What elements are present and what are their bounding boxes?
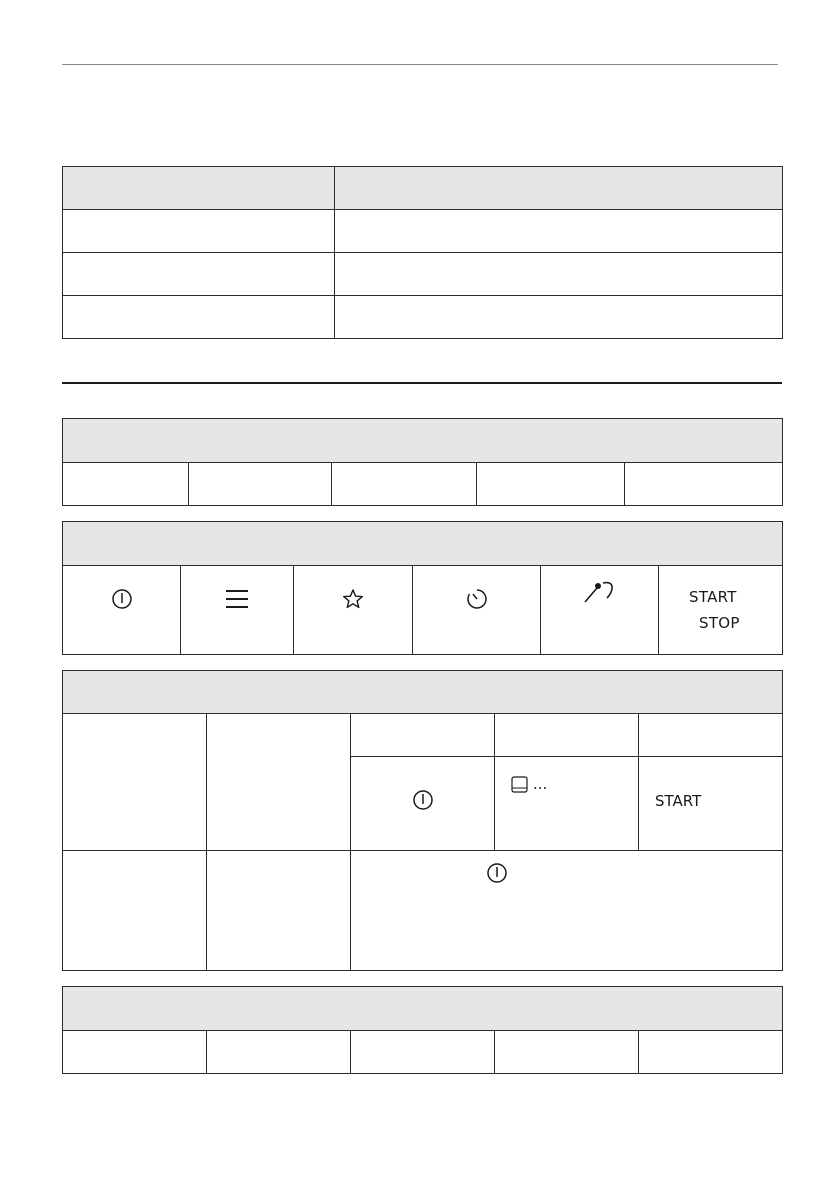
program-table-header bbox=[63, 671, 783, 714]
section-table-1 bbox=[62, 418, 783, 506]
table-cell bbox=[477, 463, 625, 506]
stop-label[interactable]: STOP bbox=[699, 614, 740, 632]
section-table-2-header bbox=[63, 987, 783, 1031]
table-cell bbox=[189, 463, 332, 506]
table-cell bbox=[335, 296, 783, 339]
table-cell bbox=[207, 714, 351, 851]
table-cell bbox=[63, 210, 335, 253]
power-icon bbox=[486, 862, 508, 884]
table-cell bbox=[335, 210, 783, 253]
info-table bbox=[62, 166, 783, 339]
table-cell bbox=[207, 851, 351, 971]
table-cell bbox=[63, 463, 189, 506]
section-table-2 bbox=[62, 986, 783, 1074]
table-cell bbox=[63, 1031, 207, 1074]
program-display-cell bbox=[495, 757, 639, 851]
table-cell bbox=[63, 851, 207, 971]
control-panel-table bbox=[62, 521, 783, 655]
table-cell bbox=[495, 714, 639, 757]
program-table bbox=[62, 670, 783, 971]
control-panel-header bbox=[63, 522, 783, 566]
oven-display-icon bbox=[511, 776, 528, 793]
power-cell bbox=[63, 566, 181, 655]
menu-cell bbox=[181, 566, 294, 655]
program-note-cell bbox=[351, 851, 783, 971]
start-label[interactable]: START bbox=[689, 588, 737, 606]
food-sensor-icon[interactable] bbox=[583, 580, 617, 604]
program-start-cell bbox=[639, 757, 783, 851]
table-cell bbox=[63, 253, 335, 296]
timer-icon[interactable] bbox=[465, 587, 489, 611]
table-cell bbox=[63, 296, 335, 339]
ellipsis-text: ... bbox=[533, 775, 548, 793]
program-power-cell bbox=[351, 757, 495, 851]
table-cell bbox=[625, 463, 783, 506]
start-stop-cell bbox=[659, 566, 783, 655]
table-cell bbox=[639, 714, 783, 757]
info-table-header-col2 bbox=[335, 167, 783, 210]
start-label[interactable]: START bbox=[655, 792, 702, 810]
favourite-cell bbox=[294, 566, 413, 655]
top-rule bbox=[62, 64, 778, 65]
power-icon[interactable] bbox=[111, 588, 133, 610]
table-cell bbox=[351, 1031, 495, 1074]
section-divider bbox=[62, 382, 782, 384]
info-table-header-col1 bbox=[63, 167, 335, 210]
table-cell bbox=[495, 1031, 639, 1074]
menu-icon[interactable] bbox=[225, 588, 249, 610]
table-cell bbox=[639, 1031, 783, 1074]
favourite-star-icon[interactable] bbox=[342, 588, 364, 610]
table-cell bbox=[335, 253, 783, 296]
section-table-1-header bbox=[63, 419, 783, 463]
table-cell bbox=[207, 1031, 351, 1074]
table-cell bbox=[351, 714, 495, 757]
table-cell bbox=[332, 463, 477, 506]
timer-cell bbox=[413, 566, 541, 655]
food-sensor-cell bbox=[541, 566, 659, 655]
table-cell bbox=[63, 714, 207, 851]
power-icon[interactable] bbox=[412, 789, 434, 811]
